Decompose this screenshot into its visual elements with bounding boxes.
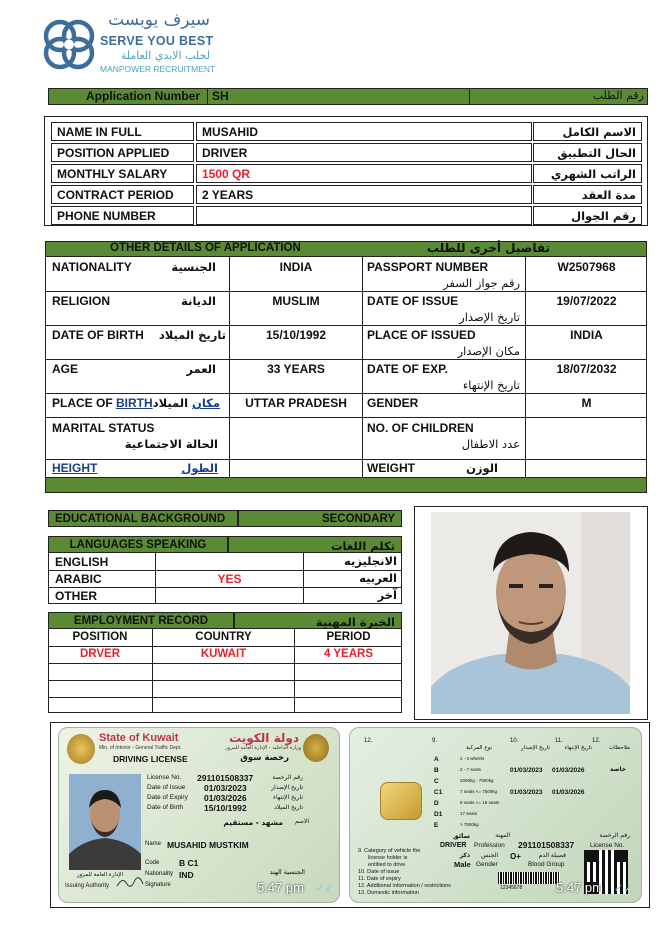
license-note: 13. Domestic information — [358, 890, 419, 896]
license-field-value: 15/10/1992 — [204, 803, 247, 813]
education-label: EDUCATIONAL BACKGROUND — [48, 510, 238, 527]
license-class-desc: 17 seats — [460, 811, 478, 816]
license-seal-icon — [303, 734, 329, 762]
license-back-card — [349, 727, 642, 903]
license-authority: Issuing Authority — [65, 883, 110, 889]
license-profession: DRIVER — [440, 842, 467, 849]
license-class-code: D — [434, 800, 439, 807]
logo-knot-icon — [40, 16, 100, 74]
application-number-label-ar: رقم الطلب — [592, 89, 644, 102]
license-class-desc: 7 seats <= 7500kg — [460, 789, 498, 794]
lang-arabic-value: YES — [217, 572, 242, 586]
license-state-en: State of Kuwait — [99, 732, 179, 744]
gender-label: GENDER — [367, 396, 419, 410]
contract-label: CONTRACT PERIOD — [51, 185, 194, 204]
other-details-footer — [45, 477, 647, 493]
license-back-col-type: نوع المركبة — [465, 745, 492, 751]
name-label: NAME IN FULL — [51, 122, 194, 141]
license-class-issue: 01/03/2023 — [510, 789, 543, 796]
issue-label: DATE OF ISSUE — [367, 294, 459, 308]
license-code-label: Code — [145, 860, 160, 866]
logo-arabic-name: سيرف يوبست — [108, 10, 210, 30]
issue-label-ar: تاريخ الإصدار — [459, 310, 520, 324]
issue-value: 19/07/2022 — [556, 294, 617, 308]
employment-title: EMPLOYMENT RECORD — [48, 612, 234, 629]
pob-label-a: PLACE OF — [52, 396, 117, 410]
salary-label-ar: الراتب الشهري — [533, 164, 642, 183]
license-license-no: 291101508337 — [518, 840, 575, 850]
marital-label-ar: الحالة الاجتماعية — [124, 437, 218, 451]
license-note: 10. Date of issue — [358, 869, 400, 875]
license-back-n9: 9. — [432, 738, 438, 744]
position-label-ar: الحال التطبيق — [533, 143, 642, 162]
license-title-ar: رخصة سوق — [240, 753, 289, 763]
license-field-value: 291101508337 — [197, 773, 254, 783]
license-class-desc: 2000kg - 7500kg — [460, 778, 494, 783]
expiry-value: 18/07/2032 — [556, 362, 617, 376]
license-field-value: 01/03/2023 — [204, 783, 247, 793]
license-front-photo — [69, 774, 141, 870]
license-field-ar: رقم الرخصة — [272, 774, 303, 781]
phone-value — [196, 206, 532, 225]
lang-english-label-ar: الانجليزيه — [344, 554, 397, 568]
license-blood-label: Blood Group — [528, 861, 565, 868]
license-note: 11. Date of expiry — [358, 876, 401, 882]
license-class-desc: 2 - 7 seats — [460, 767, 482, 772]
salary-label: MONTHLY SALARY — [51, 164, 194, 183]
employment-header-period: PERIOD — [326, 631, 371, 643]
pob-label — [52, 396, 153, 410]
license-back-col-notes: ملاحظات — [609, 745, 630, 751]
application-number-value: SH — [212, 89, 229, 103]
passport-label-ar: رقم جواز السفر — [443, 276, 520, 290]
license-field-ar: تاريخ الإنتهاء — [273, 794, 303, 801]
license-back-col-expiry: تاريخ الإنتهاء — [564, 745, 592, 751]
license-note: entitled to drive — [368, 862, 406, 868]
dob-label-ar: تاريخ الميلاد — [158, 328, 226, 342]
phone-label: PHONE NUMBER — [51, 206, 194, 225]
license-nationality-ar: الجنسية الهند — [269, 868, 305, 876]
license-class-code: C1 — [434, 789, 443, 796]
passport-value: W2507968 — [557, 260, 616, 274]
license-field-ar: تاريخ الميلاد — [274, 804, 303, 811]
license-license-no-ar-label: رقم الرخصة — [599, 832, 630, 839]
license-class-code: A — [434, 756, 439, 763]
employment-row-position: DRVER — [79, 648, 121, 660]
pob-label-b: BIRTH — [116, 396, 153, 410]
weight-label-ar: الوزن — [466, 461, 498, 475]
lang-english-label: ENGLISH — [55, 555, 109, 569]
license-field-key: Date of Expiry — [147, 794, 188, 801]
passport-label: PASSPORT NUMBER — [367, 260, 489, 274]
nationality-value: INDIA — [279, 260, 313, 274]
company-logo — [40, 12, 220, 76]
license-name-label: Name — [145, 841, 162, 847]
license-note: license holder is — [368, 855, 408, 861]
license-special: خاصة — [609, 766, 626, 773]
expiry-label-ar: تاريخ الإنتهاء — [462, 378, 520, 392]
religion-label: RELIGION — [52, 294, 111, 308]
position-value: DRIVER — [196, 143, 532, 162]
license-profession-label: Profession — [474, 842, 505, 849]
name-label-ar: الاسم الكامل — [533, 122, 642, 141]
license-license-no-label: License No. — [590, 842, 625, 849]
license-ministry-ar: وزارة الداخلية - الإدارة العامة للمرور — [225, 745, 301, 751]
languages-title-ar: تكلم اللغات — [228, 536, 402, 553]
logo-english-sub: MANPOWER RECRUITMENT — [100, 64, 216, 74]
license-chip-icon — [380, 782, 422, 820]
license-note: 12. Additional information / restrictions — [358, 883, 451, 889]
license-back-n12: 12. — [592, 738, 601, 744]
license-blood-ar-label: فصيلة الدم — [538, 852, 566, 859]
religion-label-ar: الديانة — [181, 294, 216, 308]
license-signature-label: Signature — [145, 882, 171, 888]
license-class-code: E — [434, 822, 439, 829]
employment-row-country: KUWAIT — [200, 648, 247, 660]
license-class-code: D1 — [434, 811, 443, 818]
license-field-ar: تاريخ الإصدار — [271, 784, 303, 791]
license-front-card — [58, 727, 340, 903]
education-value: SECONDARY — [238, 510, 402, 527]
license-signature-scribble — [115, 874, 145, 890]
license-back-col-issue: تاريخ الإصدار — [520, 745, 550, 751]
license-name: MUSAHID MUSTKIM — [167, 840, 249, 850]
license-class-code: C — [434, 778, 439, 785]
license-name-ar-label: الاسم — [294, 818, 309, 825]
license-class-exp: 01/03/2026 — [552, 767, 585, 774]
phone-label-ar: رقم الجوال — [533, 206, 642, 225]
contract-label-ar: مدة العقد — [533, 185, 642, 204]
gender-value: M — [581, 396, 592, 410]
license-class-desc: 2 - 3 wheels — [460, 756, 485, 761]
salary-value: 1500 QR — [196, 164, 532, 183]
employment-title-ar: الخبرة المهنية — [234, 612, 402, 629]
contract-value: 2 YEARS — [196, 185, 532, 204]
lang-arabic-label-ar: العربيه — [359, 571, 397, 585]
pob-value: UTTAR PRADESH — [245, 396, 347, 410]
name-value: MUSAHID — [196, 122, 532, 141]
license-title-en: DRIVING LICENSE — [113, 754, 188, 764]
application-number-label: Application Number — [86, 89, 201, 103]
license-field-key: Date of Birth — [147, 804, 184, 811]
place-issued-label: PLACE OF ISSUED — [367, 328, 476, 342]
employment-header-position: POSITION — [72, 631, 128, 643]
license-back-n11: 11. — [555, 738, 563, 744]
license-back-n12-left: 12. — [364, 738, 373, 744]
place-issued-label-ar: مكان الإصدار — [457, 344, 520, 358]
license-barcode-number: 12345678 — [500, 885, 523, 891]
age-label: AGE — [52, 362, 79, 376]
logo-english-name: SERVE YOU BEST — [100, 34, 214, 48]
other-details-title-ar: تفاصيل أخرى للطلب — [426, 241, 550, 255]
license-name-ar: مشهد - مستقيم — [223, 818, 283, 827]
license-front-double-check-icon: ✓✓ — [315, 883, 334, 895]
license-code: B C1 — [179, 858, 199, 868]
height-label-ar: الطول — [181, 461, 218, 475]
height-label: HEIGHT — [52, 461, 98, 475]
languages-title: LANGUAGES SPEAKING — [48, 536, 228, 553]
pob-label-ar — [140, 396, 220, 410]
license-nationality: IND — [179, 870, 194, 880]
license-authority-ar: الإدارة العامة للمرور — [76, 872, 123, 878]
license-state-ar: دولة الكويت — [229, 731, 299, 745]
pob-label-ar-b: الميلاد — [152, 396, 193, 410]
license-note: 9. Category of vehicle the — [358, 848, 421, 854]
license-class-desc: 8 seats <= 16 seats — [460, 800, 500, 805]
license-field-value: 01/03/2026 — [204, 793, 247, 803]
license-gender-label: Gender — [476, 861, 498, 868]
other-details-title: OTHER DETAILS OF APPLICATION — [110, 242, 301, 254]
license-class-exp: 01/03/2026 — [552, 789, 585, 796]
license-gender-ar-label: الجنس — [481, 852, 498, 859]
license-profession-ar: سائق — [452, 832, 470, 840]
dob-label: DATE OF BIRTH — [52, 328, 144, 342]
expiry-label: DATE OF EXP. — [367, 362, 448, 376]
pob-label-ar-a: مكان — [192, 396, 220, 410]
license-profession-ar-label: المهنة — [495, 832, 510, 839]
license-back-time: 5:47 pm — [556, 880, 603, 895]
license-barcode-icon — [498, 872, 560, 884]
license-field-key: Date of Issue — [147, 784, 186, 791]
weight-label: WEIGHT — [367, 461, 415, 475]
lang-arabic-label: ARABIC — [55, 572, 102, 586]
employment-row-period: 4 YEARS — [323, 648, 373, 660]
lang-other-label: OTHER — [55, 589, 97, 603]
dob-value: 15/10/1992 — [265, 328, 327, 342]
logo-arabic-sub: لجلب الايدي العاملة — [120, 49, 210, 62]
license-back-n10: 10. — [510, 738, 519, 744]
license-state-seal-icon — [67, 734, 95, 764]
license-class-desc: > 7500kg — [460, 822, 479, 827]
license-class-issue: 01/03/2023 — [510, 767, 543, 774]
license-front-time: 5:47 pm — [257, 880, 304, 895]
children-label-ar: عدد الاطفال — [461, 437, 520, 451]
employment-header-country: COUNTRY — [195, 631, 252, 643]
license-ministry: Min. of Interior - General Traffic Dept. — [99, 745, 182, 751]
lang-other-label-ar: آخر — [377, 588, 397, 602]
license-class-code: B — [434, 767, 439, 774]
nationality-label: NATIONALITY — [52, 260, 132, 274]
age-label-ar: العمر — [186, 362, 216, 376]
position-label: POSITION APPLIED — [51, 143, 194, 162]
religion-value: MUSLIM — [272, 294, 320, 308]
license-field-key: License No. — [147, 774, 182, 781]
license-gender: Male — [454, 860, 471, 869]
license-nationality-label: Nationality — [145, 871, 174, 877]
license-gender-ar: ذكر — [459, 852, 470, 859]
age-value: 33 YEARS — [267, 362, 325, 376]
children-label: NO. OF CHILDREN — [367, 421, 474, 435]
marital-label: MARITAL STATUS — [52, 421, 155, 435]
license-blood: O+ — [510, 852, 521, 861]
nationality-label-ar: الجنسية — [171, 260, 216, 274]
license-back-double-check-icon: ✓✓ — [614, 883, 633, 895]
applicant-photo — [431, 512, 630, 714]
place-issued-value: INDIA — [570, 328, 603, 342]
